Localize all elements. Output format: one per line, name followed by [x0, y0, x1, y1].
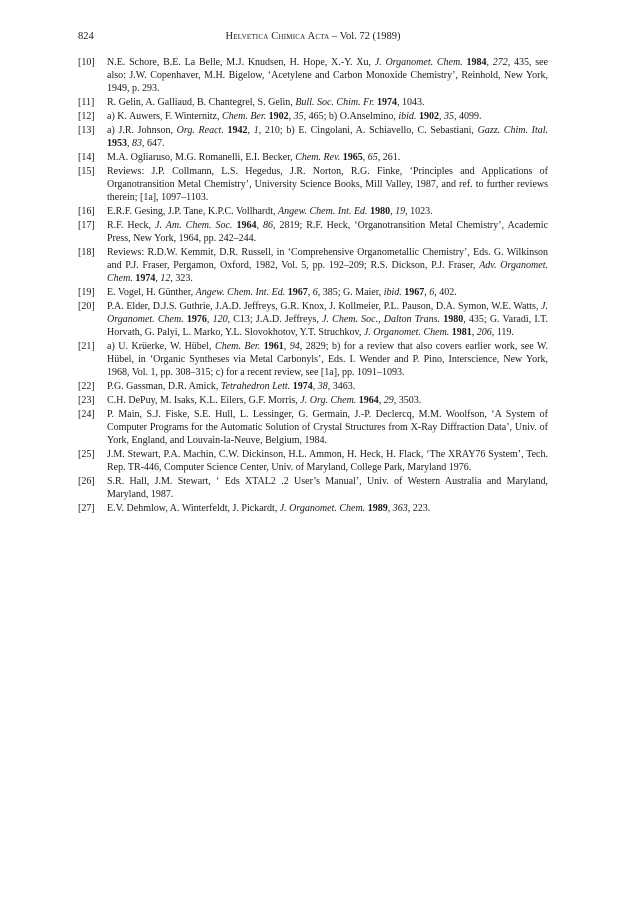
reference-italic-text: 38 [317, 381, 328, 392]
reference-italic-text: Gazz. Chim. Ital. [477, 125, 549, 136]
reference-text-run: , 435, see also: J.W. Copenhaver, M.H. Bigelow, ‘Acetylene and Carbon Monoxide Chemistry’, Reinhold, New York, 1949, p. 293. [107, 57, 549, 94]
reference-text-run: , [155, 273, 161, 284]
reference-italic-text: 94 [289, 341, 300, 352]
reference-italic-text: Chem. Ber. [215, 341, 261, 352]
reference-number: [23] [78, 395, 95, 406]
reference-text-run: , 3503. [393, 395, 422, 406]
reference-item [78, 286, 548, 299]
reference-italic-text: 12 [160, 273, 171, 284]
reference-text [107, 395, 421, 406]
reference-bold-text: 1964 [236, 220, 257, 231]
reference-italic-text: ibid. [383, 287, 402, 298]
page-number: 824 [78, 31, 94, 42]
reference-text [107, 220, 548, 244]
reference-bold-text: 1974 [292, 381, 313, 392]
reference-bold-text: 1974 [135, 273, 156, 284]
reference-text-run: C.H. DePuy, M. Isaks, K.L. Eilers, G.F. Morris, [107, 395, 301, 406]
reference-text-run: , 210; b) E. Cingolani, A. Schiavello, C. Sebastiani, [258, 125, 478, 136]
reference-text-run: , 465; b) O.Anselmino, [303, 111, 399, 122]
reference-text [107, 449, 548, 473]
reference-text-run: , [424, 287, 430, 298]
reference-italic-text: J. Organomet. Chem. [374, 57, 463, 68]
reference-item [78, 448, 548, 474]
reference-number: [20] [78, 301, 95, 312]
reference-text-run: N.E. Schore, B.E. La Belle, M.J. Knudsen, H. Hope, X.-Y. Xu, [107, 57, 375, 68]
reference-text-run: , 2829; b) for a review that also covers earlier work, see W. Hübel, in ‘Organic Syntheses via Metal Carbonyls’, Eds. I. Wender and P. Pino, Interscience, New York, 1968, Vol. 1, pp. 308–315; c) for a recent review, see [1a], pp. 1091–1093. [107, 341, 549, 378]
reference-text-run: , 2819; R.F. Heck, ‘Organotransition Metal Chemistry’, Academic Press, New York, 1964, pp. 242–244. [107, 220, 549, 244]
running-head [78, 31, 548, 42]
journal-title: Helvetica Chimica Acta [225, 31, 330, 42]
reference-italic-text: Chem. Rev. [295, 152, 341, 163]
reference-number: [25] [78, 449, 95, 460]
reference-text [107, 125, 548, 149]
reference-text-run: R. Gelin, A. Galliaud, B. Chantegrel, S. Gelin, [107, 97, 296, 108]
reference-text-run: , [312, 381, 318, 392]
reference-italic-text: Angew. Chem. Int. Ed. [195, 287, 286, 298]
reference-italic-text: J. Organomet. Chem. [107, 301, 548, 325]
reference-bold-text: 1980 [443, 314, 464, 325]
reference-number: [15] [78, 166, 95, 177]
reference-number: [18] [78, 247, 95, 258]
reference-number: [13] [78, 125, 95, 136]
reference-text-run: a) U. Krüerke, W. Hübel, [107, 341, 216, 352]
reference-number: [16] [78, 206, 95, 217]
running-header [78, 31, 548, 45]
reference-text-run: , [390, 206, 396, 217]
reference-item [78, 110, 548, 123]
reference-text-run: , [283, 341, 290, 352]
reference-text [107, 247, 548, 284]
reference-text [107, 476, 548, 500]
reference-text-run: P.A. Elder, D.J.S. Guthrie, J.A.D. Jeffreys, G.R. Knox, J. Kollmeier, P.L. Pauson, D.A. Symon, W.E. Watts, [107, 301, 542, 312]
reference-text-run: , 4099. [453, 111, 482, 122]
reference-italic-text: Org. React. [176, 125, 224, 136]
reference-italic-text: 272 [492, 57, 508, 68]
reference-text-run: E.V. Dehmlow, A. Winterfeldt, J. Pickardt, [107, 503, 280, 514]
reference-text-run: M.A. Ogliaruso, M.G. Romanelli, E.I. Becker, [107, 152, 296, 163]
reference-number: [26] [78, 476, 95, 487]
reference-text-run: , [378, 395, 384, 406]
reference-italic-text: 83 [132, 138, 142, 149]
reference-text-run: , [438, 111, 444, 122]
reference-text-run: , 323. [170, 273, 193, 284]
reference-text [107, 341, 548, 378]
reference-italic-text: J. Org. Chem. [300, 395, 357, 406]
reference-number: [27] [78, 503, 95, 514]
reference-number: [24] [78, 409, 95, 420]
reference-text-run: P. Main, S.J. Fiske, S.E. Hull, L. Lessinger, G. Germain, J.-P. Declercq, M.M. Woolfson, ‘A System of Computer Programs for the Automatic Solution of Crystal Structures from X-Ray Diffraction Data’, Univ. of York, England, and Louvain-la-Neuve, Belgium, 1984. [107, 409, 548, 446]
reference-item [78, 380, 548, 393]
reference-text-run: , [362, 152, 368, 163]
reference-text-run: , 435; G. Varadi, I.T. Horvath, G. Palyi, L. Marko, Y.L. Slovokhotov, Y.T. Struchkov, [107, 314, 549, 338]
reference-text-run: , 223. [407, 503, 431, 514]
reference-text [107, 97, 424, 108]
reference-item [78, 219, 548, 245]
reference-bold-text: 1967 [287, 287, 308, 298]
reference-number: [10] [78, 57, 95, 68]
reference-text-run: , C13; J.A.D. Jeffreys, [227, 314, 323, 325]
reference-text-run: , [256, 220, 263, 231]
reference-bold-text: 1984 [466, 57, 487, 68]
reference-text-run: J.M. Stewart, P.A. Machin, C.W. Dickinson, H.L. Ammon, H. Heck, H. Flack, ‘The XRAY76 System’, Tech. Rep. TR-446, Computer Science Center, Univ. of Maryland, College Park, Maryland 1976. [107, 449, 548, 473]
reference-bold-text: 1980 [370, 206, 391, 217]
reference-text-run: , [206, 314, 213, 325]
reference-text-run: a) J.R. Johnson, [107, 125, 177, 136]
reference-text-run: , 1043. [396, 97, 425, 108]
reference-number: [17] [78, 220, 95, 231]
reference-text-run: , [288, 111, 294, 122]
reference-item [78, 408, 548, 447]
reference-text [107, 111, 481, 122]
reference-text [107, 287, 457, 298]
reference-text-run: a) K. Auwers, F. Winternitz, [107, 111, 222, 122]
reference-text [107, 152, 400, 163]
reference-bold-text: 1942 [227, 125, 248, 136]
reference-bold-text: 1961 [263, 341, 284, 352]
reference-italic-text: J. Organomet. Chem. [363, 327, 450, 338]
reference-item [78, 394, 548, 407]
reference-bold-text: 1902 [268, 111, 289, 122]
reference-number: [14] [78, 152, 95, 163]
reference-italic-text: Tetrahedron Lett. [220, 381, 291, 392]
reference-italic-text: J. Am. Chem. Soc. [155, 220, 233, 231]
reference-bold-text: 1981 [451, 327, 472, 338]
reference-italic-text: 19 [395, 206, 406, 217]
reference-text-run: E. Vogel, H. Günther, [107, 287, 196, 298]
reference-item [78, 246, 548, 285]
reference-text-run: , [387, 503, 393, 514]
reference-number: [19] [78, 287, 95, 298]
reference-text-run: , [127, 138, 132, 149]
reference-italic-text: 29 [383, 395, 394, 406]
reference-text-run: P.G. Gassman, D.R. Amick, [107, 381, 221, 392]
reference-bold-text: 1964 [358, 395, 379, 406]
reference-list [78, 56, 548, 516]
reference-text-run: E.R.F. Gesing, J.P. Tane, K.P.C. Vollhardt, [107, 206, 279, 217]
reference-item [78, 205, 548, 218]
reference-italic-text: ibid. [398, 111, 417, 122]
reference-italic-text: 65 [367, 152, 378, 163]
reference-italic-text: Adv. Organomet. Chem. [107, 260, 548, 284]
reference-bold-text: 1902 [418, 111, 439, 122]
reference-item [78, 475, 548, 501]
reference-text-run: , 402. [434, 287, 457, 298]
reference-item [78, 151, 548, 164]
reference-text [107, 409, 548, 446]
reference-text-run: Reviews: J.P. Collmann, L.S. Hegedus, J.R. Norton, R.G. Finke, ‘Principles and Applications of Organotransition Metal Chemistry’, University Science Books, Mill Valley, 1987, and ref. to further reviews therein; [1a], 1097–1103. [107, 166, 548, 203]
reference-text-run: , [471, 327, 477, 338]
reference-text-run: Reviews: R.D.W. Kemmit, D.R. Russell, in ‘Comprehensive Organometallic Chemistry’, Eds. G. Wilkinson and P.J. Fraser, Pergamon, Oxford, 1982, Vol. 5, pp. 192–209; R.S. Dickson, P.J. Fraser, [107, 247, 548, 271]
reference-italic-text: 6 [429, 287, 435, 298]
reference-italic-text: J. Chem. Soc., Dalton Trans. [322, 314, 441, 325]
reference-text [107, 301, 548, 338]
reference-bold-text: 1974 [376, 97, 397, 108]
reference-text-run: , [486, 57, 493, 68]
reference-text [107, 503, 430, 514]
reference-number: [21] [78, 341, 95, 352]
reference-bold-text: 1965 [342, 152, 363, 163]
reference-bold-text: 1976 [186, 314, 207, 325]
reference-item [78, 124, 548, 150]
reference-italic-text: 86 [262, 220, 273, 231]
reference-item [78, 96, 548, 109]
reference-text-run: S.R. Hall, J.M. Stewart, ‘ Eds XTAL2 .2 User’s Manual’, Univ. of Western Australia and Maryland, Maryland, 1987. [107, 476, 548, 500]
reference-item [78, 340, 548, 379]
reference-text-run: R.F. Heck, [107, 220, 156, 231]
reference-text [107, 206, 433, 217]
reference-text-run: , [247, 125, 254, 136]
reference-italic-text: J. Organomet. Chem. [279, 503, 366, 514]
reference-italic-text: 206 [476, 327, 492, 338]
reference-bold-text: 1953 [107, 138, 127, 149]
reference-italic-text: 120 [212, 314, 228, 325]
reference-bold-text: 1989 [367, 503, 388, 514]
reference-item [78, 56, 548, 95]
reference-text-run: , [307, 287, 313, 298]
reference-italic-text: 35 [293, 111, 304, 122]
reference-italic-text: Angew. Chem. Int. Ed. [278, 206, 368, 217]
reference-bold-text: 1967 [404, 287, 425, 298]
reference-text-run: , 119. [491, 327, 514, 338]
reference-italic-text: Chem. Ber. [221, 111, 267, 122]
reference-text [107, 57, 548, 94]
reference-number: [12] [78, 111, 95, 122]
reference-text-run: , 261. [377, 152, 401, 163]
volume-info: – Vol. 72 (1989) [332, 31, 401, 42]
reference-italic-text: 363 [392, 503, 408, 514]
reference-item [78, 300, 548, 339]
reference-italic-text: 6 [312, 287, 318, 298]
reference-italic-text: 35 [443, 111, 454, 122]
reference-italic-text: 1 [253, 125, 259, 136]
reference-text-run: , 1023. [405, 206, 433, 217]
reference-number: [11] [78, 97, 95, 108]
reference-italic-text: Bull. Soc. Chim. Fr. [295, 97, 375, 108]
reference-text-run: , 3463. [327, 381, 356, 392]
reference-text [107, 381, 355, 392]
reference-item [78, 502, 548, 515]
reference-text [107, 166, 548, 203]
reference-item [78, 165, 548, 204]
reference-number: [22] [78, 381, 95, 392]
reference-text-run: , 647. [142, 138, 165, 149]
reference-text-run: , 385; G. Maier, [317, 287, 384, 298]
